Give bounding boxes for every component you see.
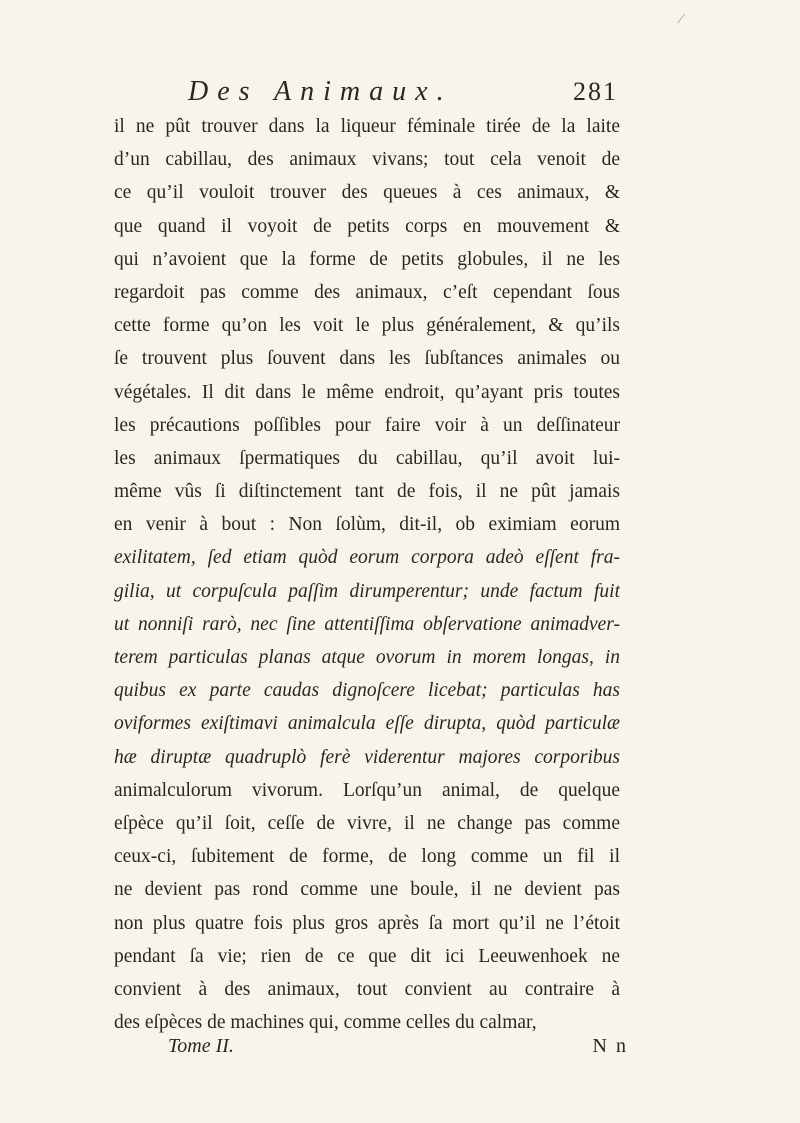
body-text: [114, 110, 620, 1039]
text-line: pendant ſa vie; rien de ce que dit ici Leeuwenhoek ne: [114, 945, 620, 967]
text-line: des eſpèces de machines qui, comme celles du calmar,: [114, 1012, 537, 1034]
text-line: non plus quatre fois plus gros après ſa mort qu’il ne l’étoit: [114, 912, 620, 934]
text-line: ſe trouvent plus ſouvent dans les ſubſtances animales ou: [114, 348, 620, 370]
text-line: d’un cabillau, des animaux vivans; tout cela venoit de: [114, 149, 620, 171]
text-line: exilitatem, ſed etiam quòd eorum corpora adeò eſſent fra-: [114, 547, 620, 569]
corner-mark: ⁄: [680, 12, 683, 27]
text-line: terem particulas planas atque ovorum in morem longas, in: [114, 647, 620, 668]
text-line: animalculorum vivorum. Lorſqu’un animal, de quelque: [114, 779, 620, 801]
text-line: les animaux ſpermatiques du cabillau, qu’il avoit lui-: [114, 447, 620, 469]
text-line: que quand il voyoit de petits corps en mouvement &: [114, 215, 620, 237]
text-line: quibus ex parte caudas dignoſcere licebat; particulas has: [114, 680, 620, 702]
text-line: les précautions poſſibles pour faire voir à un deſſinateur: [114, 414, 620, 436]
text-line: regardoit pas comme des animaux, c’eſt cependant ſous: [114, 281, 620, 303]
text-line: végétales. Il dit dans le même endroit, qu’ayant pris toutes: [114, 381, 620, 403]
signature-mark: N n: [592, 1035, 628, 1057]
text-line: hæ diruptæ quadruplò ferè viderentur majores corporibus: [114, 746, 620, 768]
page-footer: [168, 1035, 628, 1058]
text-line: en venir à bout : Non ſolùm, dit-il, ob eximiam eorum: [114, 514, 620, 536]
text-line: il ne pût trouver dans la liqueur féminale tirée de la laite: [114, 116, 620, 137]
text-line: ceux-ci, ſubitement de forme, de long comme un fil il: [114, 846, 620, 868]
text-line: qui n’avoient que la forme de petits globules, il ne les: [114, 248, 620, 270]
text-line: oviformes exiſtimavi animalcula eſſe dirupta, quòd particulæ: [114, 713, 620, 735]
page-header: [188, 76, 618, 108]
volume-label: Tome II.: [168, 1035, 234, 1057]
text-line: cette forme qu’on les voit le plus généralement, & qu’ils: [114, 315, 620, 337]
text-line: même vûs ſi diſtinctement tant de fois, il ne pût jamais: [114, 481, 620, 503]
text-line: gilia, ut corpuſcula paſſim dirumperentur; unde factum fuit: [114, 580, 620, 602]
text-line: ne devient pas rond comme une boule, il ne devient pas: [114, 879, 620, 901]
text-line: convient à des animaux, tout convient au contraire à: [114, 978, 620, 1000]
page-number: 281: [573, 77, 618, 106]
running-head: Des Animaux.: [188, 76, 453, 107]
text-line: ut nonniſi rarò, nec ſine attentiſſima obſervatione animadver-: [114, 613, 620, 635]
text-line: eſpèce qu’il ſoit, ceſſe de vivre, il ne change pas comme: [114, 812, 620, 834]
text-line: ce qu’il vouloit trouver des queues à ces animaux, &: [114, 182, 620, 204]
